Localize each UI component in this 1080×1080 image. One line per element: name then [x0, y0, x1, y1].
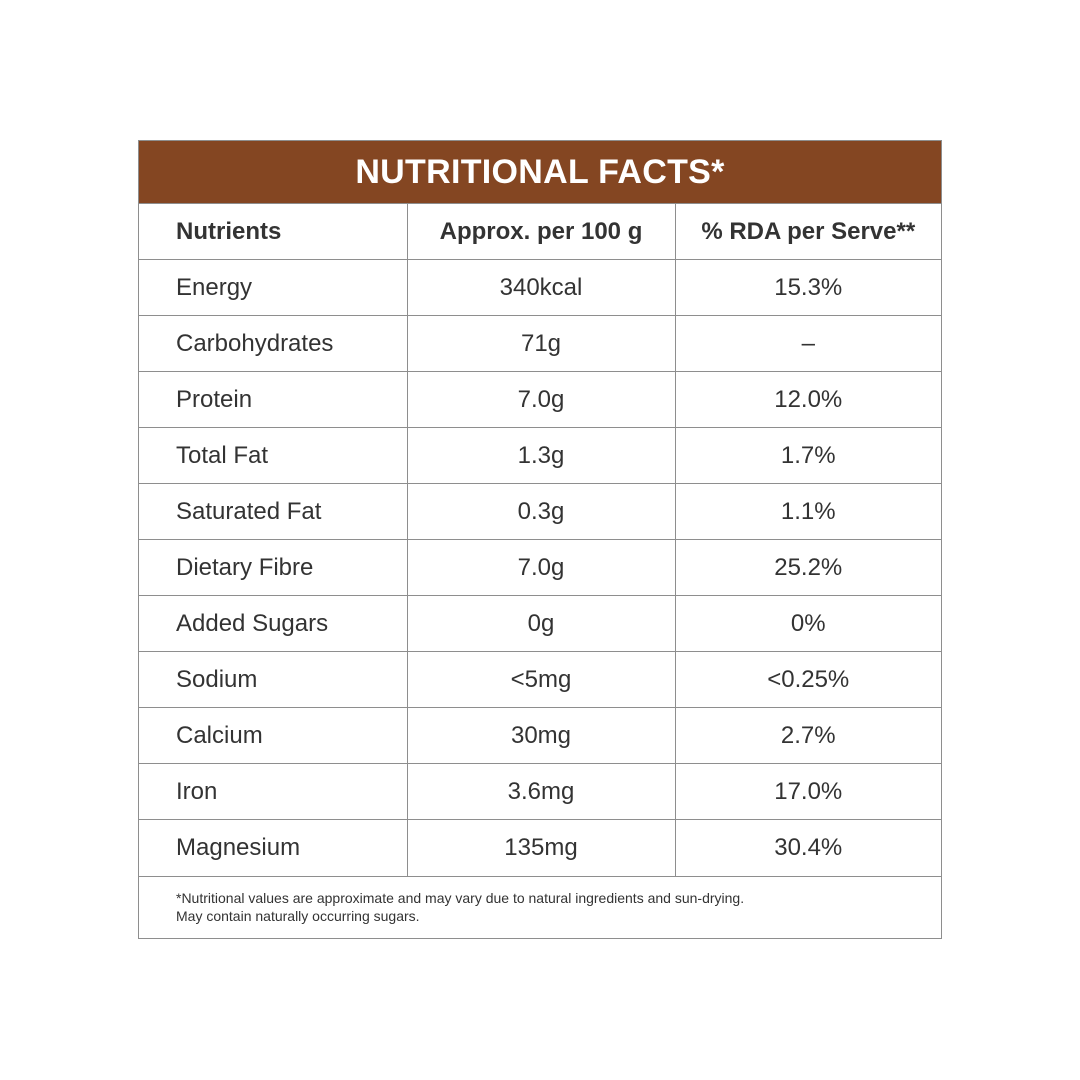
nutrient-per-100g: 340kcal	[407, 260, 675, 316]
table-row	[139, 596, 941, 652]
table-row	[139, 540, 941, 596]
nutrient-per-100g: 7.0g	[407, 540, 675, 596]
nutrient-rda: 12.0%	[675, 372, 941, 428]
footnote	[139, 876, 941, 932]
nutrition-facts-panel	[138, 140, 942, 939]
footnote-line-2: May contain naturally occurring sugars.	[176, 907, 420, 924]
table-row	[139, 652, 941, 708]
nutrient-rda: 0%	[675, 596, 941, 652]
nutrient-name: Carbohydrates	[139, 316, 407, 372]
nutrient-per-100g: 1.3g	[407, 428, 675, 484]
nutrient-name: Dietary Fibre	[139, 540, 407, 596]
nutrient-rda: <0.25%	[675, 652, 941, 708]
nutrition-table	[139, 203, 941, 876]
nutrient-name: Energy	[139, 260, 407, 316]
nutrient-rda: 25.2%	[675, 540, 941, 596]
nutrient-per-100g: 7.0g	[407, 372, 675, 428]
header-rda: % RDA per Serve**	[675, 204, 941, 260]
nutrient-per-100g: 30mg	[407, 708, 675, 764]
nutrient-per-100g: 71g	[407, 316, 675, 372]
nutrient-name: Calcium	[139, 708, 407, 764]
nutrient-rda: 2.7%	[675, 708, 941, 764]
table-row	[139, 260, 941, 316]
nutrient-per-100g: 3.6mg	[407, 764, 675, 820]
nutrient-rda: 15.3%	[675, 260, 941, 316]
nutrient-rows	[139, 260, 941, 876]
nutrient-name: Total Fat	[139, 428, 407, 484]
table-header-row	[139, 204, 941, 260]
table-row	[139, 764, 941, 820]
table-row	[139, 708, 941, 764]
nutrient-name: Protein	[139, 372, 407, 428]
nutrient-rda: 1.7%	[675, 428, 941, 484]
nutrient-name: Magnesium	[139, 820, 407, 876]
nutrient-name: Added Sugars	[139, 596, 407, 652]
nutrient-per-100g: <5mg	[407, 652, 675, 708]
nutrient-rda: 1.1%	[675, 484, 941, 540]
nutrient-per-100g: 135mg	[407, 820, 675, 876]
nutrient-name: Iron	[139, 764, 407, 820]
nutrient-per-100g: 0.3g	[407, 484, 675, 540]
footnote-line-1: *Nutritional values are approximate and may vary due to natural ingredients and sun-drying.	[176, 889, 745, 906]
nutrient-rda: 17.0%	[675, 764, 941, 820]
table-row	[139, 316, 941, 372]
nutrient-name: Saturated Fat	[139, 484, 407, 540]
nutrient-name: Sodium	[139, 652, 407, 708]
nutrition-facts-title: NUTRITIONAL FACTS*	[139, 141, 941, 203]
table-row	[139, 820, 941, 876]
nutrient-rda: –	[675, 316, 941, 372]
nutrient-rda: 30.4%	[675, 820, 941, 876]
header-per-100g: Approx. per 100 g	[407, 204, 675, 260]
table-row	[139, 372, 941, 428]
table-row	[139, 428, 941, 484]
nutrient-per-100g: 0g	[407, 596, 675, 652]
header-nutrients: Nutrients	[139, 204, 407, 260]
table-row	[139, 484, 941, 540]
